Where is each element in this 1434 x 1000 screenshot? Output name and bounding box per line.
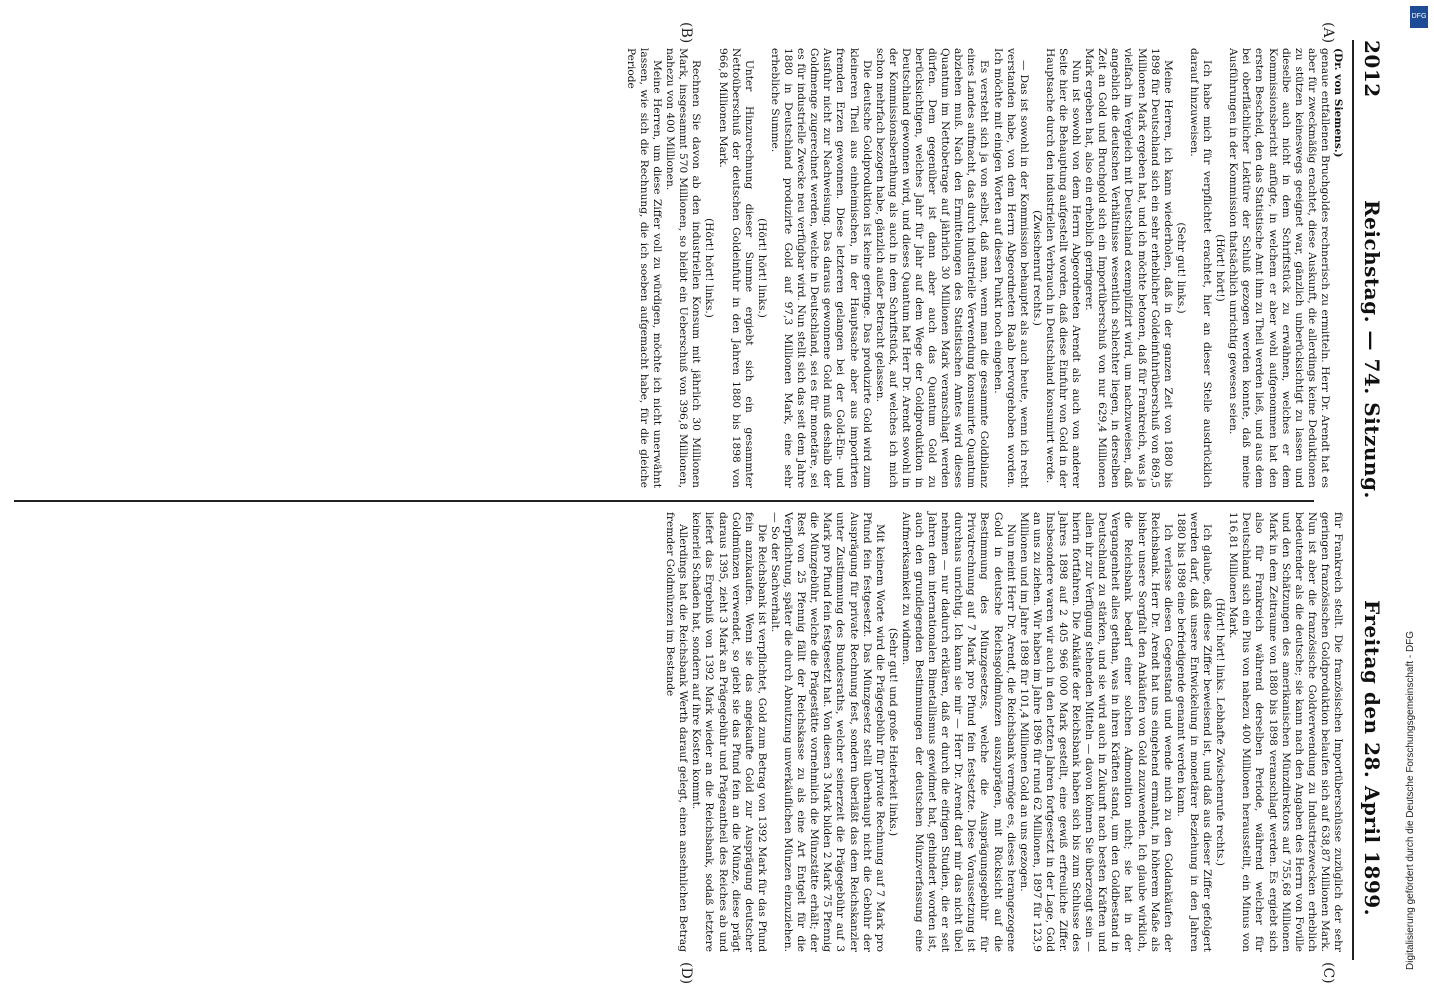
paragraph: genaue entfallenen Bruchgoldes rechnerisch zu ermitteln. Herr Dr. Arendt hat es aber für zweckmäßig erachtet, diese Auskunft, die allerdings keine Deduktionen zu stützen keineswegs geeignet war, gänzlich unberücksichtigt zu lassen und dieselbe auch nicht in dem Schriftstück zu erwähnen, welches er dem Kommissionsbericht anfügte, in welchem er aber wohl aufgenommen hat den ersten Bescheid, den das Statistische Amt ihm zu Theil werden ließ, und aus dem bei oberflächlicher Lektüre der Schluß gezogen werden konnte, daß meine Ausführungen in der Kommission thatsächlich unrichtig gewesen seien.	[1227, 48, 1331, 488]
paragraph: Rechnen Sie davon ab den industriellen Konsum mit jährlich 30 Millionen Mark, insgesammt 570 Millionen, so bleibt ein Ueberschuß von 396,8 Millionen, nahezu von 400 Millionen.	[664, 48, 703, 488]
interjection: (Zwischenruf rechts.)	[1030, 210, 1043, 326]
paragraph: für Frankreich stellt. Die französischen Importüberschüsse zuzüglich der sehr geringen französischen Goldproduktion belaufen sich auf 638,87 Millionen Mark. Nun ist aber die französische Goldverwendung zu Industriezwecken erheblich bedeutender als die deutsche; sie kann nach den Angaben des Herrn von Foville und den Schätzungen des amerikanischen Münzdirektors auf 755,68 Millionen Mark in dem Zeitraume von 1880 bis 1898 veranschlagt werden. Es ergiebt sich also für Frankreich während derselben Periode, während welcher für Deutschland sich ein Plus von nahezu 400 Millionen herausstellt, ein Minus von 116,81 Millionen Mark.	[1227, 512, 1344, 952]
margin-letter-a: (A)	[1320, 22, 1336, 44]
right-column	[663, 512, 1344, 952]
interjection: (Hört! hört!)	[1214, 234, 1227, 302]
paragraph: Ich habe mich für verpflichtet erachtet, hier an dieser Stelle ausdrücklich darauf hinzuweisen.	[1187, 48, 1214, 488]
paragraph: Nun meint Herr Dr. Arendt, die Reichsbank vermöge es, dieses herangezogene Gold in deutsche Reichsgoldmünzen auszuprägen, mit Rücksicht auf die Bestimmung des Münzgesetzes, welche die Ausprägungsgebühr für Privatrechnung auf 7 Mark pro Pfund fein festsetzte. Diese Voraussetzung ist durchaus unrichtig. Ich kann sie mir — Herr Dr. Arendt darf mir das nicht übel nehmen — nur dadurch erklären, daß er durch die eifrigen Studien, die er seit Jahren dem internationalen Bimetallismus gewidmet hat, gehindert worden ist, auch den grundlegenden Bestimmungen der deutschen Münzverfassung eine Aufmerksamkeit zu widmen.	[899, 512, 1017, 952]
paragraph: Meine Herren, um diese Ziffer voll zu würdigen, möchte ich nicht unerwähnt lassen, wie sich die Rechnung, die ich soeben aufgemacht habe, für die gleiche Periode	[624, 48, 664, 488]
session-date: Freitag den 28. April 1899.	[1360, 600, 1384, 917]
margin-letter-d: (D)	[678, 962, 694, 985]
speaker-line: (Dr. von Siemens.)	[1332, 48, 1344, 158]
digitization-note	[1405, 30, 1421, 970]
paragraph: Unter Hinzurechnung dieser Summe ergiebt sich ein gesammter Nettoüberschuß der deutschen Goldeinfuhr in den Jahren 1880 bis 1898 von 966,8 Millionen Mark.	[716, 48, 755, 488]
interjection: (Sehr gut! und große Heiterkeit links.)	[886, 627, 899, 837]
paragraph: Die Reichsbank ist verpflichtet, Gold zum Betrag von 1392 Mark für das Pfund fein anzukaufen. Wenn sie das angekaufte Gold zur Ausprägung deutscher Goldmünzen verwendet, so giebt sie das Pfund fein an die Münze, diese prägt daraus 1395, zieht 3 Mark an Prägegebühr und Prägeantheil des Reiches ab und liefert das Ergebniß von 1392 Mark wieder an die Reichsbank, sodaß letztere keinerlei Schaden hat, sondern auf ihre Kosten kommt.	[690, 512, 768, 952]
interjection: (Hört! hört! links. Lebhafte Zwischenrufe rechts.)	[1214, 598, 1227, 866]
paragraph: Allerdings hat die Reichsbank Werth darauf gelegt, einen ansehnlichen Betrag fremder Goldmünzen im Bestande	[664, 512, 690, 952]
session-title: Reichstag. — 74. Sitzung.	[1360, 200, 1384, 499]
paragraph: Nun ist sowohl von dem Herrn Abgeordneten Arendt als auch von anderer Seite hier die Behauptung aufgestellt worden, daß diese Einfuhr von Gold in der Hauptsache durch den industriellen Verbrauch in Deutschland konsumirt werde.	[1043, 48, 1083, 488]
dfg-logo: DFG	[1410, 6, 1428, 28]
interjection: (Sehr gut! links.)	[1174, 222, 1187, 314]
margin-letter-c: (C)	[1320, 962, 1336, 984]
paragraph: Die deutsche Goldproduktion ist keine geringe. Das produzirte Gold wird zum kleineren Theil aus einheimischen, in der Hauptsache aber aus importirten fremden Erzen gewonnen. Diese letzteren gelangen bei der Gold-Ein- und Ausfuhr nicht zur Nachweisung. Das daraus gewonnene Gold muß deshalb der Goldmenge zugerechnet werden, welche in Deutschland, sei es für monetäre, sei es für industrielle Zwecke neu verfügbar wird. Nun stellt sich das seit dem Jahre 1880 in Deutschland produzirte Gold auf 97,3 Millionen Mark, eine sehr erhebliche Summe.	[768, 48, 873, 488]
left-column	[624, 48, 1344, 488]
paragraph: Mit keinem Worte wird die Prägegebühr für private Rechnung auf 7 Mark pro Pfund fein festgesetzt. Das Münzgesetz stellt überhaupt nicht die Gebühr der Ausprägung für private Rechnung fest, sondern überläßt das dem Reichskanzler unter Zustimmung des Bundesraths, welcher seinerzeit die Prägegebühr auf 3 Mark pro Pfund fein festgesetzt hat. Von diesen 3 Mark bilden 2 Mark 75 Pfennig die Münzgebühr, welche die Prägestätte vornehmlich die Münzstätte erhält; der Rest von 25 Pfennig fällt der Reichskasse zu als eine Art Entgelt für die Verpflichtung, später die durch Abnutzung unverkäuflichen Münzen einzuziehen. — So der Sachverhalt.	[768, 512, 886, 952]
paragraph: Ich verlasse diesen Gegenstand und wende mich zu den Goldankäufen der Reichsbank. Herr Dr. Arendt hat uns eingehend ermahnt, in höherem Maße als bisher unsere Sorgfalt den Ankäufen von Gold zuzuwenden. Ich glaube wirklich, die Reichsbank bedarf einer solchen Admonition nicht; sie hat in der Vergangenheit alles gethan, was in ihren Kräften stand, um den Goldbestand in Deutschland zu stärken, und sie wird auch in Zukunft nach besten Kräften und allen ihr zur Verfügung stehenden Mitteln — davon können Sie überzeugt sein — hierin fortfahren. Die Ankäufe der Reichsbank haben sich bis zum Schlusse des Jahres 1898 auf 2 405 966 000 Mark gestellt, eine gewiß erfreuliche Ziffer. Insbesondere waren wir auch in den letzten Jahren fortgesetzt in der Lage, Gold an uns zu ziehen. Wir haben im Jahre 1896 für rund 62 Millionen, 1897 für 123,9 Millionen und im Jahre 1898 für 101,4 Millionen Gold an uns gezogen.	[1017, 512, 1174, 952]
interjection: (Hört! hört! links.)	[755, 218, 768, 318]
digitization-note-text: Digitalisierung gefördert durch die Deutsche Forschungsgemeinschaft - DFG	[1405, 630, 1416, 970]
interjection: (Hört! hört! links.)	[703, 218, 716, 318]
paragraph: Es versteht sich ja von selbst, daß man, wenn man die gesammte Goldbilanz eines Landes aufmacht, das durch industrielle Verwendung konsumirte Quantum abziehen muß. Nach den Ermittelungen des Statistischen Amtes wird dieses Quantum im Nettobetrage auf jährlich 30 Millionen Mark veranschlagt werden dürfen. Dem gegenüber ist dann aber auch das Quantum Gold zu berücksichtigen, welches Jahr für Jahr auf dem Wege der Goldproduktion in Deutschland gewonnen wird, und dieses Quantum hat Herr Dr. Arendt sowohl in der Kommissionsberathung als auch in dem Schriftstück, auf welches ich mich schon mehrfach bezogen habe, gänzlich außer Betracht gelassen.	[873, 48, 991, 488]
column-divider	[14, 500, 1314, 502]
paragraph: Ich glaube, daß diese Ziffer beweisend ist, und daß aus dieser Ziffer gefolgert werden darf, daß unsere Entwickelung in monetärer Beziehung in den Jahren 1880 bis 1898 eine befriedigende genannt werden kann.	[1174, 512, 1214, 952]
margin-letter-b: (B)	[678, 22, 694, 44]
paragraph: Meine Herren, ich kann wiederholen, daß in der ganzen Zeit von 1880 bis 1898 für Deutschland sich ein sehr erheblicher Goldeinfuhrüberschuß von 869,5 Millionen Mark ergeben hat, und ich möchte betonen, daß für Frankreich, was ja vielfach im Vergleich mit Deutschland exemplifizirt wird, um nachzuweisen, daß angeblich die deutschen Verhältnisse wesentlich schlechter liegen, in derselben Zeit an Gold und Bruchgold sich ein Importüberschuß von nur 629,4 Millionen Mark ergeben hat, also ein erheblich geringerer.	[1083, 48, 1174, 488]
header-rule	[1352, 40, 1354, 960]
paragraph: — Das ist sowohl in der Kommission behauptet als auch heute, wenn ich recht verstanden habe, von dem Herrn Abgeordneten Raab hervorgehoben worden. Ich möchte mit einigen Worten auf diesen Punkt noch eingehen.	[991, 48, 1030, 488]
page-header	[1354, 40, 1394, 960]
page-number: 2012	[1360, 40, 1384, 98]
